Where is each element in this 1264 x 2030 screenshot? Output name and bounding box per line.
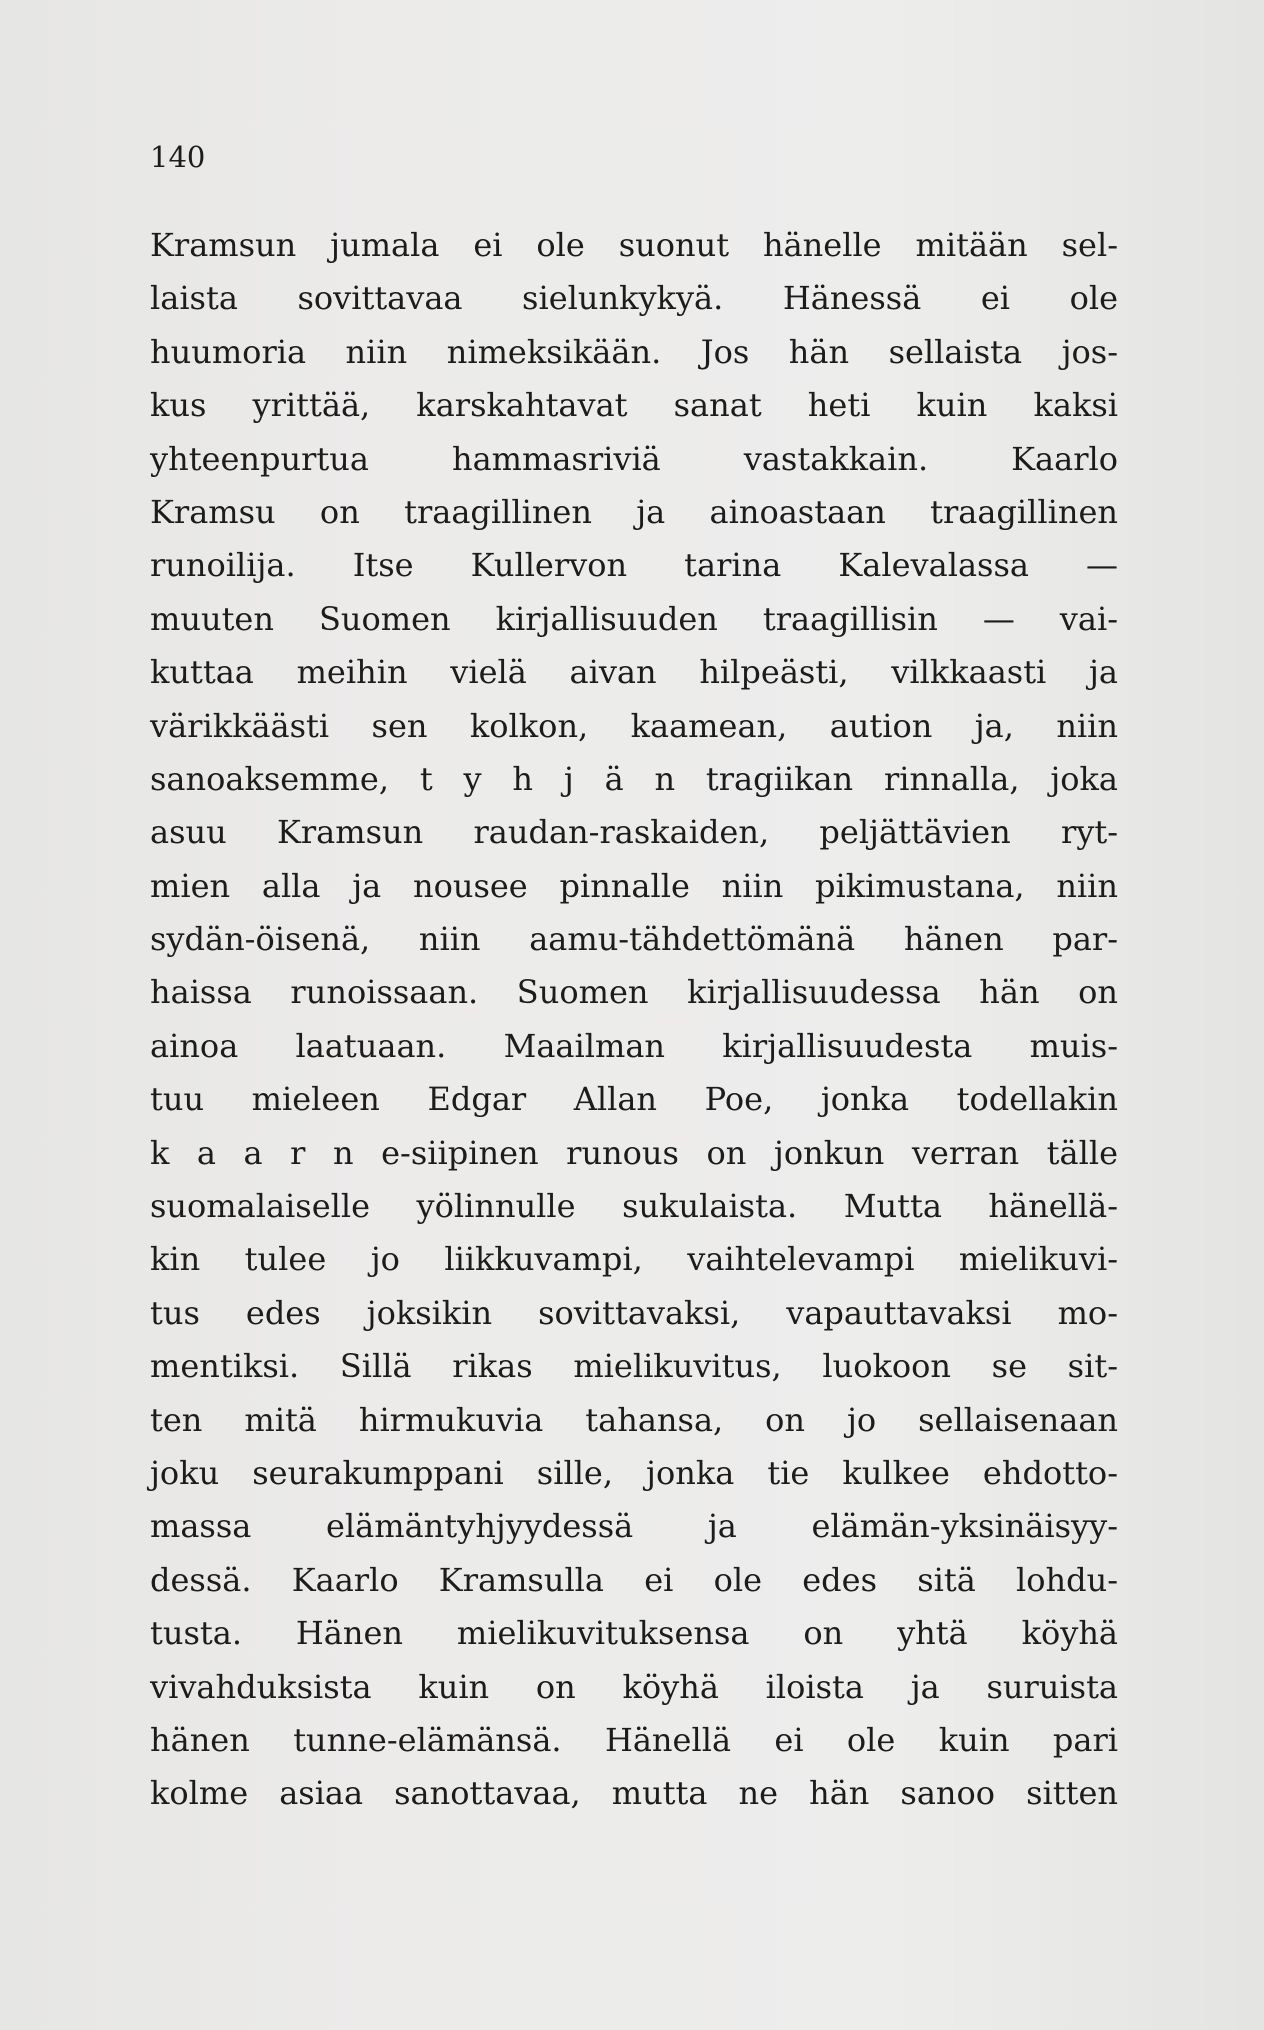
text-line: yhteenpurtua hammasriviä vastakkain. Kaarlo	[150, 439, 1118, 478]
body-text	[150, 219, 1118, 1821]
text-line: kolme asiaa sanottavaa, mutta ne hän sanoo sitten	[150, 1774, 1118, 1813]
text-line: muuten Suomen kirjallisuuden traagillisin — vai-	[150, 599, 1118, 638]
text-line: kuttaa meihin vielä aivan hilpeästi, vilkkaasti ja	[150, 653, 1118, 692]
text-line: Kramsun jumala ei ole suonut hänelle mitään sel-	[150, 226, 1118, 264]
text-line: sydän-öisenä, niin aamu-tähdettömänä hänen par-	[150, 920, 1118, 959]
text-line: suomalaiselle yölinnulle sukulaista. Mutta hänellä-	[150, 1187, 1118, 1226]
text-line: k a a r n e-siipinen runous on jonkun verran tälle	[150, 1133, 1118, 1172]
text-line: tus edes joksikin sovittavaksi, vapauttavaksi mo-	[150, 1293, 1118, 1332]
text-line: kin tulee jo liikkuvampi, vaihtelevampi mielikuvi-	[150, 1240, 1118, 1279]
text-line: Kramsu on traagillinen ja ainoastaan traagillinen	[150, 492, 1118, 531]
text-line: runoilija. Itse Kullervon tarina Kalevalassa —	[150, 546, 1118, 585]
text-line: tuu mieleen Edgar Allan Poe, jonka todellakin	[150, 1080, 1118, 1119]
text-line: laista sovittavaa sielunkykyä. Hänessä ei ole	[150, 279, 1118, 318]
text-line: massa elämäntyhjyydessä ja elämän-yksinäisyy-	[150, 1507, 1118, 1546]
text-line: vivahduksista kuin on köyhä iloista ja suruista	[150, 1667, 1118, 1706]
text-line: kus yrittää, karskahtavat sanat heti kuin kaksi	[150, 386, 1118, 425]
text-line: dessä. Kaarlo Kramsulla ei ole edes sitä lohdu-	[150, 1560, 1118, 1599]
text-line: asuu Kramsun raudan-raskaiden, peljättävien ryt-	[150, 813, 1118, 852]
text-line: ten mitä hirmukuvia tahansa, on jo sellaisenaan	[150, 1400, 1118, 1439]
text-line: tusta. Hänen mielikuvituksensa on yhtä köyhä	[150, 1614, 1118, 1653]
text-line: värikkäästi sen kolkon, kaamean, aution ja, niin	[150, 706, 1118, 745]
text-line: ainoa laatuaan. Maailman kirjallisuudesta muis-	[150, 1026, 1118, 1065]
text-line: haissa runoissaan. Suomen kirjallisuudessa hän on	[150, 973, 1118, 1012]
text-line: mien alla ja nousee pinnalle niin pikimustana, niin	[150, 866, 1118, 905]
text-line: joku seurakumppani sille, jonka tie kulkee ehdotto-	[150, 1453, 1118, 1492]
text-line: hänen tunne-elämänsä. Hänellä ei ole kuin pari	[150, 1720, 1118, 1759]
page-number: 140	[150, 140, 206, 174]
text-line: huumoria niin nimeksikään. Jos hän sellaista jos-	[150, 332, 1118, 371]
text-line: sanoaksemme, t y h j ä n tragiikan rinnalla, joka	[150, 759, 1118, 798]
text-line: mentiksi. Sillä rikas mielikuvitus, luokoon se sit-	[150, 1347, 1118, 1386]
